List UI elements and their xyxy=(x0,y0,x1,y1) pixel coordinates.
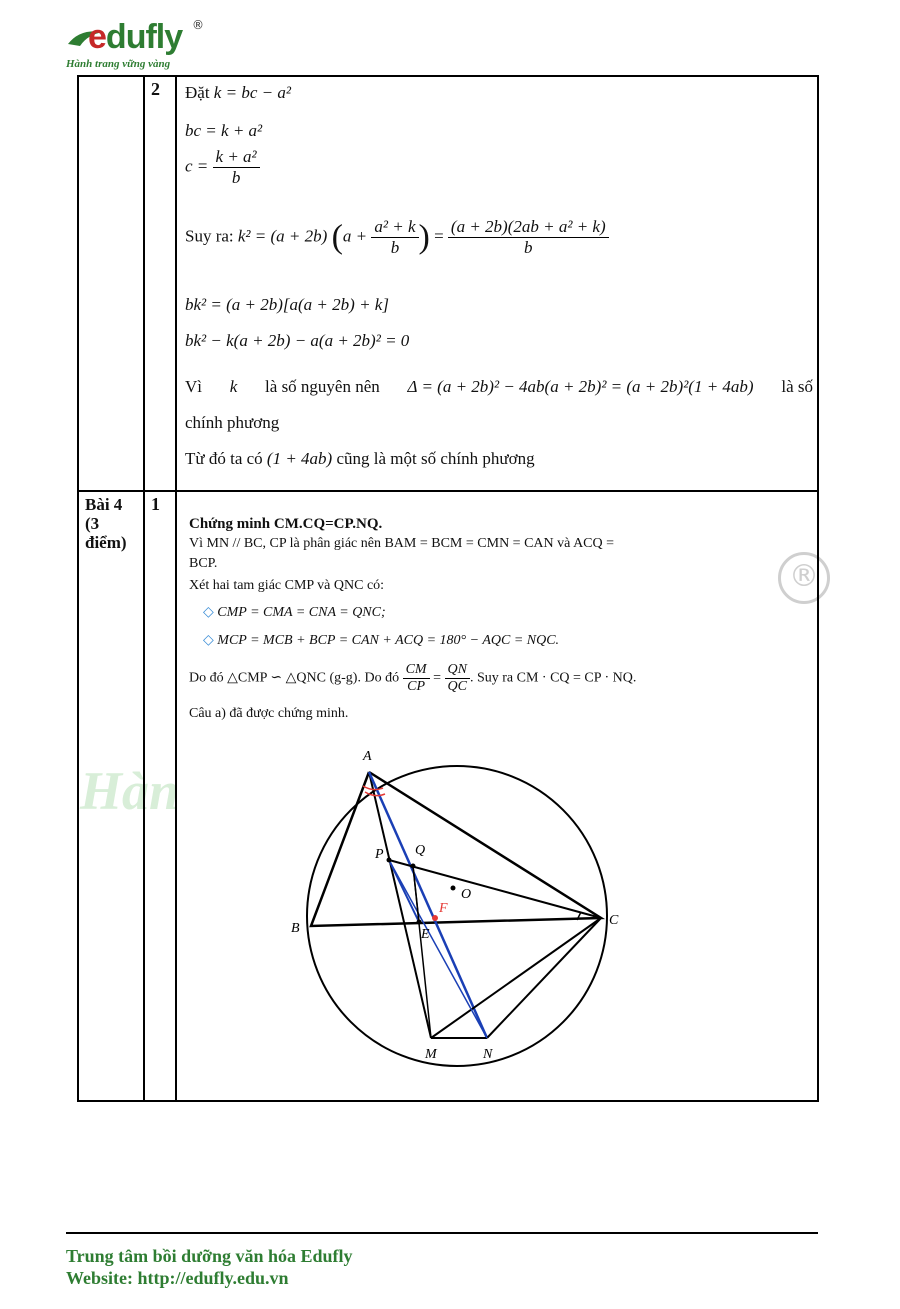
point-o xyxy=(451,886,456,891)
line-bk2: bk² = (a + 2b)[a(a + 2b) + k] xyxy=(185,295,389,314)
logo-tagline: Hành trang vững vàng xyxy=(66,58,171,70)
diamond-bullet-icon: ◇ xyxy=(203,605,214,620)
item-cell xyxy=(144,76,176,491)
proof-p1b: BCP. xyxy=(189,556,218,571)
edufly-logo xyxy=(66,16,226,76)
label-q: Q xyxy=(415,843,426,858)
label-p: P xyxy=(375,847,384,862)
line-pe xyxy=(389,860,419,922)
line-an xyxy=(369,772,487,1038)
label-c: C xyxy=(609,913,619,928)
diamond-bullet-icon: ◇ xyxy=(203,633,214,648)
line-pn xyxy=(389,860,487,1038)
circumcircle xyxy=(307,766,607,1066)
label-b: B xyxy=(291,921,300,936)
bai-points-open: (3 xyxy=(85,514,100,533)
line-c-frac: c = $\frac{\text{k + a²}}{b}$ xyxy=(185,147,260,188)
bai-points-unit: điểm) xyxy=(85,533,127,552)
bai-label: Bài 4 xyxy=(85,495,123,514)
proof-bullet-2: ◇ MCP = MCB + BCP = CAN + ACQ = 180° − AQC = NQC. xyxy=(203,633,560,648)
footer-divider xyxy=(66,1232,818,1234)
table-row-prev xyxy=(78,76,818,491)
answer-table xyxy=(77,75,819,1102)
footer-center-name: Trung tâm bồi dưỡng văn hóa Edufly xyxy=(66,1246,353,1266)
proof-p2: Xét hai tam giác CMP và QNC có: xyxy=(189,578,385,593)
line-vi-k: Vì k là số nguyên nên Δ = (a + 2b)² − 4ab(a + 2b)² = (a + 2b)²(1 + 4ab) là số xyxy=(185,377,813,396)
geometry-figure xyxy=(277,742,657,1082)
proof-title: Chứng minh CM.CQ=CP.NQ. xyxy=(189,516,383,532)
label-f: F xyxy=(439,901,448,916)
proof-p4: Câu a) đã được chứng minh. xyxy=(189,706,349,721)
point-p xyxy=(387,858,392,863)
table-row-bai4 xyxy=(78,491,818,1101)
item-cell xyxy=(144,491,176,1101)
solution-cell xyxy=(176,76,818,491)
point-q xyxy=(411,864,416,869)
label-e: E xyxy=(421,927,430,942)
solution-cell xyxy=(176,491,818,1101)
logo-wordmark: edufly xyxy=(88,18,183,56)
label-m: M xyxy=(425,1047,437,1062)
line-chinh-phuong: chính phương xyxy=(185,413,280,432)
triangle-abc xyxy=(311,772,601,926)
line-dat: Đặt k = bc − a² xyxy=(185,83,291,102)
proof-p3: Do đó △CMP ∽ △QNC (g-g). Do đó $\frac{CM}{CP}$ = $\frac{QN}{QC}$ . Suy ra CM · CQ = CP · NQ. xyxy=(189,662,637,694)
watermark-text: Hàn xyxy=(80,761,180,821)
line-cm xyxy=(431,918,601,1038)
logo-registered-mark: ® xyxy=(192,18,204,32)
line-bk2-eq0: bk² − k(a + 2b) − a(a + 2b)² = 0 xyxy=(185,331,410,350)
line-suy-ra: Suy ra: k² = (a + 2b) (a + $\frac{\text{a² + k}}{b}$ ) = $\frac{\text{(a + 2b)(2ab + a² + k)}}{b}$ xyxy=(185,217,609,258)
line-bc: bc = k + a² xyxy=(185,121,263,140)
proof-bullet-1: ◇ CMP = CMA = CNA = QNC; xyxy=(203,605,386,620)
watermark-registered-icon: ® xyxy=(778,552,830,604)
proof-p1: Vì MN // BC, CP là phân giác nên BAM = BCM = CMN = CAN và ACQ = xyxy=(189,536,615,551)
line-cn xyxy=(487,918,601,1038)
label-a: A xyxy=(363,749,372,764)
label-o: O xyxy=(461,887,472,902)
item-number: 1 xyxy=(151,494,160,514)
line-tu-do: Từ đó ta có (1 + 4ab) cũng là một số chính phương xyxy=(185,449,535,468)
point-e xyxy=(417,920,422,925)
item-number: 2 xyxy=(151,79,160,99)
point-f xyxy=(432,915,438,921)
label-cell-empty xyxy=(78,76,144,491)
label-n: N xyxy=(483,1047,493,1062)
line-am xyxy=(369,772,431,1038)
label-cell-bai4 xyxy=(78,491,144,1101)
footer-website: Website: http://edufly.edu.vn xyxy=(66,1268,289,1288)
